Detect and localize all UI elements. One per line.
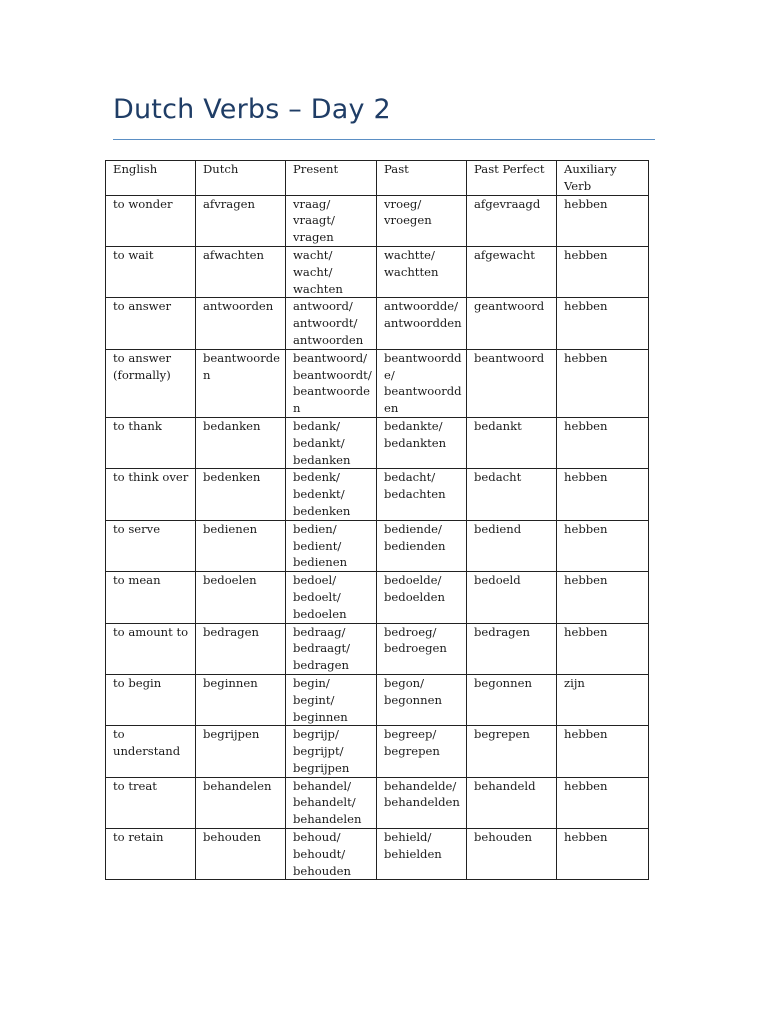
cell-past: wachtte/ wachtten [377, 246, 467, 297]
cell-past: bedroeg/ bedroegen [377, 623, 467, 674]
table-row [106, 349, 649, 417]
cell-past: bedoelde/ bedoelden [377, 572, 467, 623]
cell-dutch: afwachten [196, 246, 286, 297]
cell-past: behandelde/ behandelden [377, 777, 467, 828]
table-row [106, 674, 649, 725]
cell-past-perfect: begonnen [467, 674, 557, 725]
header-past: Past [377, 161, 467, 196]
cell-english: to wonder [106, 195, 196, 246]
cell-present: antwoord/ antwoordt/ antwoorden [286, 298, 377, 349]
cell-past: behield/ behielden [377, 829, 467, 880]
cell-dutch: afvragen [196, 195, 286, 246]
cell-english: to begin [106, 674, 196, 725]
cell-present: bedank/ bedankt/ bedanken [286, 417, 377, 468]
cell-past-perfect: begrepen [467, 726, 557, 777]
table-row [106, 195, 649, 246]
cell-dutch: bedragen [196, 623, 286, 674]
cell-present: vraag/ vraagt/ vragen [286, 195, 377, 246]
cell-past-perfect: behouden [467, 829, 557, 880]
table-row [106, 246, 649, 297]
cell-past-perfect: bedragen [467, 623, 557, 674]
cell-present: wacht/ wacht/ wachten [286, 246, 377, 297]
cell-present: beantwoord/ beantwoordt/ beantwoorden [286, 349, 377, 417]
cell-past: beantwoordde/ beantwoordden [377, 349, 467, 417]
cell-dutch: behouden [196, 829, 286, 880]
cell-past-perfect: beantwoord [467, 349, 557, 417]
cell-english: to wait [106, 246, 196, 297]
cell-auxiliary: hebben [557, 777, 649, 828]
cell-present: bedenk/ bedenkt/ bedenken [286, 469, 377, 520]
table-row [106, 520, 649, 571]
cell-present: bedien/ bedient/ bedienen [286, 520, 377, 571]
cell-present: bedoel/ bedoelt/ bedoelen [286, 572, 377, 623]
cell-past: bediende/ bedienden [377, 520, 467, 571]
cell-past: bedacht/ bedachten [377, 469, 467, 520]
cell-auxiliary: hebben [557, 349, 649, 417]
cell-auxiliary: hebben [557, 520, 649, 571]
header-dutch: Dutch [196, 161, 286, 196]
cell-present: behandel/ behandelt/ behandelen [286, 777, 377, 828]
cell-dutch: bedoelen [196, 572, 286, 623]
cell-auxiliary: zijn [557, 674, 649, 725]
cell-auxiliary: hebben [557, 298, 649, 349]
cell-dutch: bedanken [196, 417, 286, 468]
cell-auxiliary: hebben [557, 829, 649, 880]
cell-dutch: behandelen [196, 777, 286, 828]
cell-english: to thank [106, 417, 196, 468]
cell-dutch: beginnen [196, 674, 286, 725]
cell-english: to understand [106, 726, 196, 777]
cell-past: vroeg/ vroegen [377, 195, 467, 246]
cell-present: bedraag/ bedraagt/ bedragen [286, 623, 377, 674]
cell-present: behoud/ behoudt/ behouden [286, 829, 377, 880]
cell-english: to treat [106, 777, 196, 828]
cell-dutch: bedienen [196, 520, 286, 571]
cell-past-perfect: bediend [467, 520, 557, 571]
cell-auxiliary: hebben [557, 417, 649, 468]
cell-past-perfect: afgewacht [467, 246, 557, 297]
cell-past: begreep/ begrepen [377, 726, 467, 777]
cell-english: to amount to [106, 623, 196, 674]
cell-past-perfect: afgevraagd [467, 195, 557, 246]
cell-auxiliary: hebben [557, 195, 649, 246]
cell-english: to serve [106, 520, 196, 571]
cell-dutch: bedenken [196, 469, 286, 520]
cell-dutch: begrijpen [196, 726, 286, 777]
header-auxiliary-verb: Auxiliary Verb [557, 161, 649, 196]
cell-past: antwoordde/ antwoordden [377, 298, 467, 349]
header-present: Present [286, 161, 377, 196]
table-row [106, 469, 649, 520]
cell-auxiliary: hebben [557, 726, 649, 777]
cell-auxiliary: hebben [557, 572, 649, 623]
table-row [106, 777, 649, 828]
title-underline [113, 139, 655, 140]
table-row [106, 572, 649, 623]
table-row [106, 829, 649, 880]
cell-english: to retain [106, 829, 196, 880]
cell-past: begon/ begonnen [377, 674, 467, 725]
cell-past-perfect: bedankt [467, 417, 557, 468]
cell-past-perfect: behandeld [467, 777, 557, 828]
cell-english: to answer (formally) [106, 349, 196, 417]
cell-auxiliary: hebben [557, 623, 649, 674]
table-row [106, 623, 649, 674]
verbs-table [105, 160, 649, 880]
cell-english: to answer [106, 298, 196, 349]
cell-past-perfect: geantwoord [467, 298, 557, 349]
table-header-row [106, 161, 649, 196]
cell-dutch: antwoorden [196, 298, 286, 349]
cell-past: bedankte/ bedankten [377, 417, 467, 468]
cell-english: to mean [106, 572, 196, 623]
cell-dutch: beantwoorden [196, 349, 286, 417]
table-row [106, 726, 649, 777]
page-title: Dutch Verbs – Day 2 [113, 94, 391, 125]
header-past-perfect: Past Perfect [467, 161, 557, 196]
cell-present: begin/ begint/ beginnen [286, 674, 377, 725]
cell-present: begrijp/ begrijpt/ begrijpen [286, 726, 377, 777]
cell-past-perfect: bedoeld [467, 572, 557, 623]
header-english: English [106, 161, 196, 196]
table-row [106, 417, 649, 468]
cell-auxiliary: hebben [557, 246, 649, 297]
cell-auxiliary: hebben [557, 469, 649, 520]
table-row [106, 298, 649, 349]
cell-english: to think over [106, 469, 196, 520]
cell-past-perfect: bedacht [467, 469, 557, 520]
